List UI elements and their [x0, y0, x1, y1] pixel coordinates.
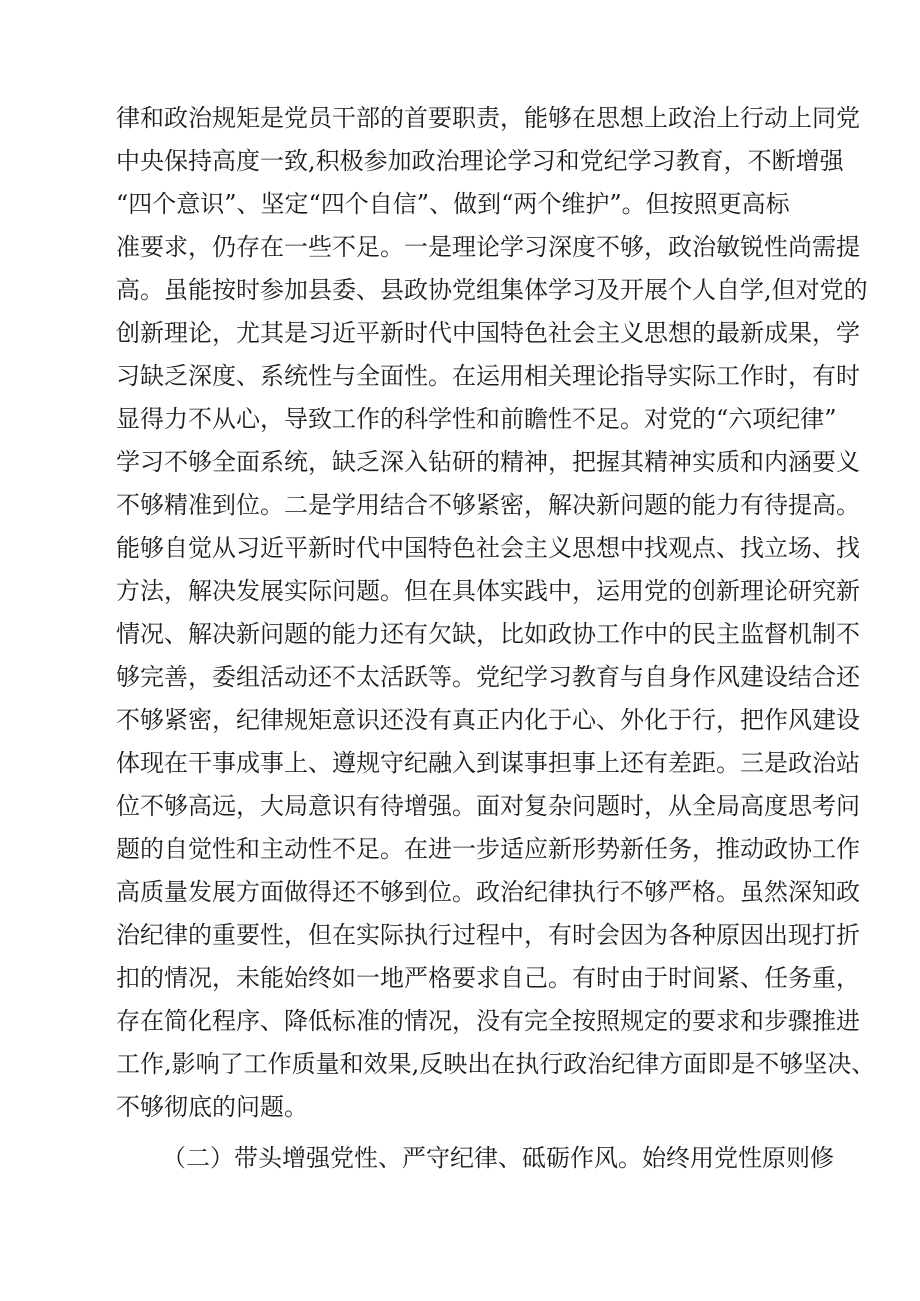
- text-line: 方法，解决发展实际问题。但在具体实践中，运用党的创新理论研究新: [116, 577, 860, 605]
- text-line: 能够自觉从习近平新时代中国特色社会主义思想中找观点、找立场、找: [116, 534, 860, 562]
- text-line: 情况、解决新问题的能力还有欠缺，比如政协工作中的民主监督机制不: [116, 620, 860, 648]
- text-line: 不够精准到位。二是学用结合不够紧密，解决新问题的能力有待提高。: [116, 491, 860, 519]
- text-line: 题的自觉性和主动性不足。在进一步适应新形势新任务，推动政协工作: [116, 835, 860, 863]
- text-line: 够完善，委组活动还不太活跃等。党纪学习教育与自身作风建设结合还: [116, 663, 860, 691]
- text-line: 学习不够全面系统，缺乏深入钻研的精神，把握其精神实质和内涵要义: [116, 448, 860, 476]
- text-line: 工作,影响了工作质量和效果,反映出在执行政治纪律方面即是不够坚决、: [116, 1050, 876, 1078]
- text-line: 不够紧密，纪律规矩意识还没有真正内化于心、外化于行，把作风建设: [116, 706, 860, 734]
- text-line: 扣的情况，未能始终如一地严格要求自己。有时由于时间紧、任务重，: [116, 964, 860, 992]
- text-line: 不够彻底的问题。: [116, 1093, 308, 1121]
- text-line: 显得力不从心，导致工作的科学性和前瞻性不足。对党的“六项纪律”: [116, 405, 837, 433]
- text-line: 创新理论，尤其是习近平新时代中国特色社会主义思想的最新成果，学: [116, 319, 860, 347]
- text-line: 位不够高远，大局意识有待增强。面对复杂问题时，从全局高度思考问: [116, 792, 860, 820]
- text-line: 律和政治规矩是党员干部的首要职责，能够在思想上政治上行动上同党: [116, 104, 860, 132]
- text-line: 高质量发展方面做得还不够到位。政治纪律执行不够严格。虽然深知政: [116, 878, 860, 906]
- text-line: 存在简化程序、降低标准的情况，没有完全按照规定的要求和步骤推进: [116, 1007, 860, 1035]
- section-heading-line: （二）带头增强党性、严守纪律、砥砺作风。始终用党性原则修: [162, 1144, 834, 1172]
- text-line: 习缺乏深度、系统性与全面性。在运用相关理论指导实际工作时，有时: [116, 362, 860, 390]
- text-line: 体现在干事成事上、遵规守纪融入到谋事担事上还有差距。三是政治站: [116, 749, 860, 777]
- text-line: 准要求，仍存在一些不足。一是理论学习深度不够，政治敏锐性尚需提: [116, 233, 860, 261]
- text-line: 治纪律的重要性，但在实际执行过程中，有时会因为各种原因出现打折: [116, 921, 860, 949]
- text-line: 中央保持高度一致,积极参加政治理论学习和党纪学习教育，不断增强: [116, 147, 844, 175]
- text-line: 高。虽能按时参加县委、县政协党组集体学习及开展个人自学,但对党的: [116, 276, 868, 304]
- text-line: “四个意识”、坚定“四个自信”、做到“两个维护”。但按照更高标: [116, 190, 790, 218]
